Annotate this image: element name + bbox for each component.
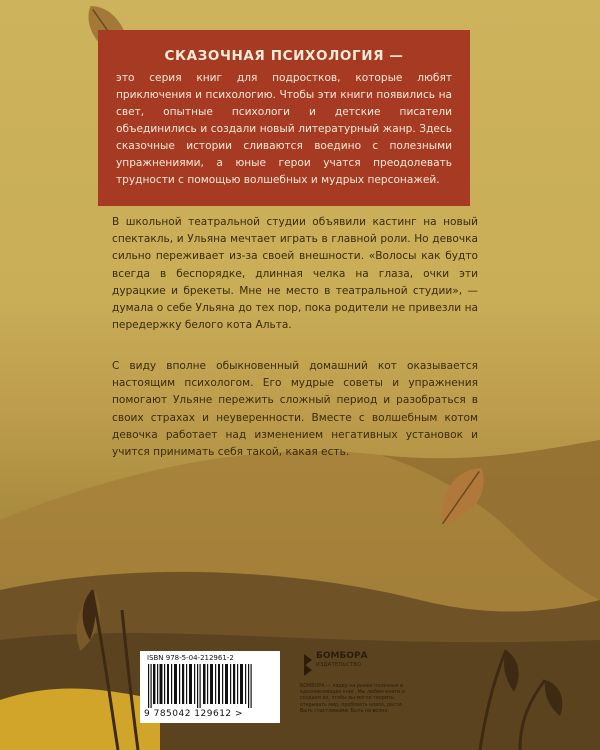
series-title: СКАЗОЧНАЯ ПСИХОЛОГИЯ — — [164, 48, 404, 64]
barcode-digits: 9 785042 129612 > — [144, 709, 244, 719]
barcode-icon — [146, 664, 268, 708]
series-description: это серия книг для подростков, которые любят приключения и психологию. Чтобы эти книги появились на свет, опытные психологи и детские писатели объединились и создали новый литературный жанр. Здесь сказочные истории сливаются воедино с полезными упражнениями, а юные герои учатся преодолевать трудности с помощью волшебных и мудрых персонажей. — [116, 72, 452, 186]
publisher-description: БОМБОРА — лидер на рынке полезных и вдохновляющих книг. Мы любим книги и создаем их, чтобы вы могли творить, открывать мир, пробовать новое, расти. Быть счастливыми. Быть на волне. — [300, 684, 405, 714]
publisher-subtitle: ИЗДАТЕЛЬСТВО — [316, 662, 362, 668]
publisher-name: БОМБОРА — [316, 651, 368, 661]
isbn-label: ISBN 978-5-04-212961-2 — [147, 654, 234, 662]
annotation-paragraph-2: С виду вполне обыкновенный домашний кот оказывается настоящим психологом. Его мудрые советы и упражнения помогают Ульяне пережить сложный период и разобраться в своих страхах и неуверенности. Вместе с волшебным котом девочка работает над изменением негативных установок и учится принимать себя такой, какая есть. — [112, 360, 478, 459]
annotation-paragraph-1: В школьной театральной студии объявили кастинг на новый спектакль, и Ульяна мечтает играть в главной роли. Но девочка сильно переживает из-за своей внешности. «Волосы как будто всегда в беспорядке, длинная челка на глаза, очки эти дурацкие и брекеты. Мне не место в театральной студии», — думала о себе Ульяна до тех пор, пока родители не привезли на передержку белого кота Альта. — [112, 216, 478, 332]
barcode-box — [140, 651, 280, 723]
series-intro-box — [98, 30, 470, 206]
